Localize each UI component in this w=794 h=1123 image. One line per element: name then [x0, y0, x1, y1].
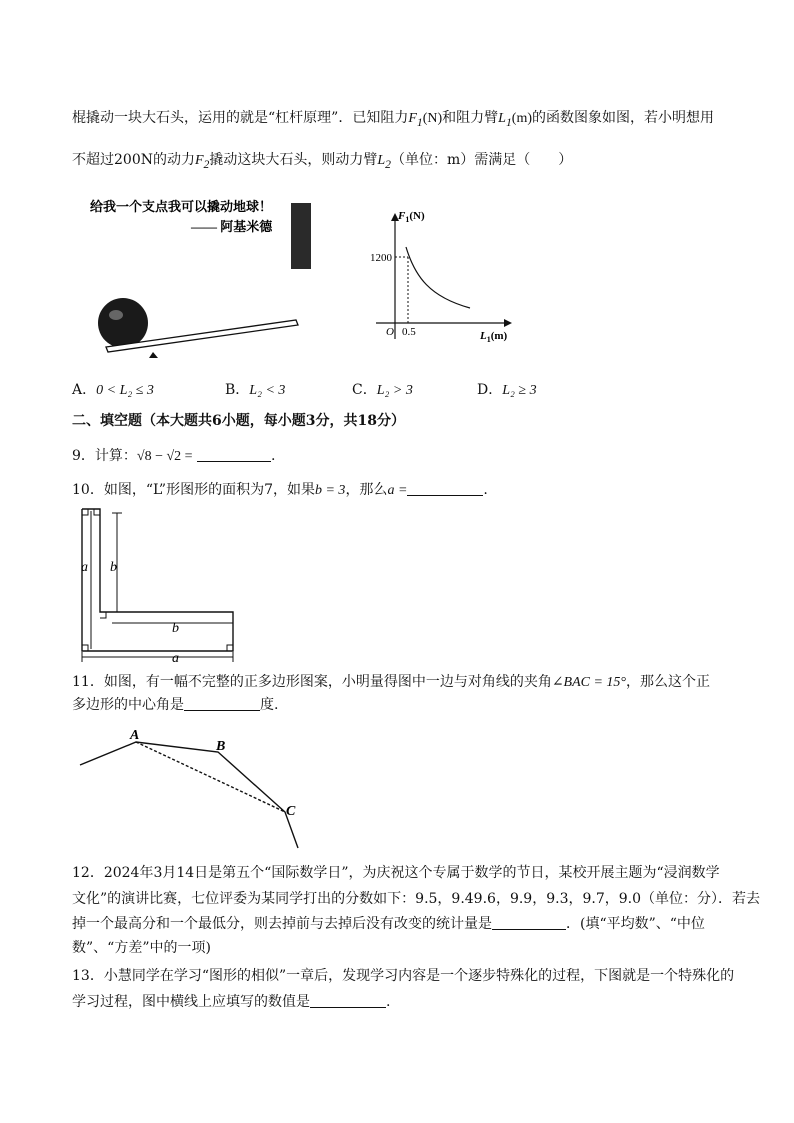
q8-line1	[72, 108, 714, 133]
q10-answer-blank[interactable]	[407, 481, 483, 496]
option-label: D．	[477, 382, 503, 398]
lever-figure	[86, 195, 311, 360]
q13-text: 学习过程，图中横线上应填写的数值是	[72, 994, 310, 1010]
q8-text: 撬动这块大石头，则动力臂	[209, 152, 378, 168]
inverse-curve	[406, 247, 470, 308]
fulcrum	[149, 352, 158, 358]
option-label: B．	[225, 382, 250, 398]
q9	[72, 446, 276, 467]
x-tick-05: 0.5	[402, 326, 416, 338]
option-label: C．	[352, 382, 377, 398]
x-axis-arrow	[504, 319, 512, 327]
right-angle-mark	[100, 612, 106, 618]
q8-text: 的函数图象如图，若小明想用	[532, 110, 714, 126]
option-c[interactable]	[352, 379, 413, 399]
q13-text: .	[386, 994, 391, 1010]
q10	[72, 480, 488, 501]
l-shape-outline	[82, 509, 233, 651]
q11-text: ，那么这个正	[626, 674, 711, 690]
option-d[interactable]	[477, 379, 537, 399]
q10-suffix: .	[483, 482, 488, 498]
origin-label: O	[386, 326, 394, 338]
right-angle-mark	[82, 645, 88, 651]
l-shape-figure	[72, 505, 242, 665]
archimedes-portrait	[291, 203, 311, 269]
q13-line1: 13．小慧同学在学习“图形的相似”一章后，发现学习内容是一个逐步特殊化的过程，下图就是一个特殊化的	[72, 968, 735, 984]
q11-text: 11．如图，有一幅不完整的正多边形图案，小明量得图中一边与对角线的夹角	[72, 674, 552, 690]
y-tick-1200: 1200	[370, 252, 392, 264]
q8-text: （单位：m）需满足（ ）	[391, 152, 573, 168]
q11-text: 多边形的中心角是	[72, 697, 184, 713]
q9-expression: √8 − √2 =	[136, 449, 193, 464]
q8-text: 和阻力臂	[442, 110, 499, 126]
label-b-inner: b	[110, 560, 117, 575]
q10-text: 10．如图，“L”形图形的面积为7，如果	[72, 482, 315, 498]
q12-line3	[72, 914, 705, 934]
q8-line2	[72, 150, 572, 175]
q12-text: ．(填“平均数”、“中位	[566, 916, 705, 932]
f2-symbol: $F_2$	[194, 153, 210, 171]
label-B: B	[216, 739, 226, 754]
figure-author: —— 阿基米德	[191, 219, 273, 234]
option-text: L₂ ≥ 3	[502, 383, 537, 398]
l2-symbol: $L_2$	[377, 153, 391, 171]
q11-line2	[72, 695, 278, 715]
option-text: 0 < L₂ ≤ 3	[96, 383, 154, 398]
inverse-function-graph	[370, 205, 520, 355]
q11-line1	[72, 672, 710, 693]
earth-globe	[98, 298, 148, 348]
q12-line1: 12．2024年3月14日是第五个“国际数学日”，为庆祝这个专属于数学的节日，某校开展主题为“浸润数学	[72, 865, 720, 881]
figure-caption: 给我一个支点我可以撬动地球！	[90, 199, 273, 214]
q12-line2: 文化”的演讲比赛，七位评委为某同学打出的分数如下：9.5，9.49.6，9.9，9.3，9.7，9.0（单位：分）．若去	[72, 891, 761, 907]
q10-a-eq: a =	[387, 483, 408, 498]
option-b[interactable]	[225, 379, 285, 399]
polygon-edges	[80, 742, 298, 848]
right-angle-mark	[227, 645, 233, 651]
f1-symbol: $F_1(N)$	[408, 111, 443, 129]
label-A: A	[130, 728, 140, 743]
right-angle-mark	[82, 509, 88, 515]
q9-prefix: 9．计算：	[72, 448, 137, 464]
label-a-left: a	[81, 560, 88, 575]
q12-text: 掉一个最高分和一个最低分，则去掉前与去掉后没有改变的统计量是	[72, 916, 492, 932]
x-axis-label: $L_1(m)$	[480, 330, 508, 344]
q12-answer-blank[interactable]	[492, 915, 566, 930]
option-label: A．	[72, 382, 97, 398]
q9-suffix: .	[271, 448, 276, 464]
q12-line4: 数”、“方差”中的一项)	[72, 940, 211, 956]
polygon-figure	[78, 725, 308, 855]
diagonal-ac	[136, 742, 285, 812]
section-heading: 二、填空题（本大题共6小题，每小题3分，共18分）	[72, 413, 405, 429]
label-b-bottom: b	[172, 621, 179, 636]
q9-answer-blank[interactable]	[197, 447, 271, 462]
l1-symbol: $L_1(m)$	[498, 111, 532, 129]
label-C: C	[286, 804, 296, 819]
option-text: L₂ < 3	[249, 383, 286, 398]
q11-text: 度.	[260, 697, 279, 713]
option-text: L₂ > 3	[376, 383, 413, 398]
q11-angle-eq: ∠BAC = 15°	[551, 675, 627, 690]
q13-answer-blank[interactable]	[310, 993, 386, 1008]
y-axis-label: $F_1(N)$	[398, 210, 425, 224]
right-angle-mark	[94, 509, 100, 515]
q13-line2	[72, 992, 390, 1012]
q10-text: ，那么	[345, 482, 388, 498]
q8-text: 棍撬动一块大石头，运用的就是“杠杆原理”．已知阻力	[72, 110, 409, 126]
q8-text: 不超过200N的动力	[72, 152, 195, 168]
q10-b-eq: b = 3	[314, 483, 346, 498]
q11-answer-blank[interactable]	[184, 696, 260, 711]
earth-highlight	[109, 310, 123, 320]
label-a-bottom: a	[172, 651, 179, 665]
option-a[interactable]	[72, 379, 154, 399]
